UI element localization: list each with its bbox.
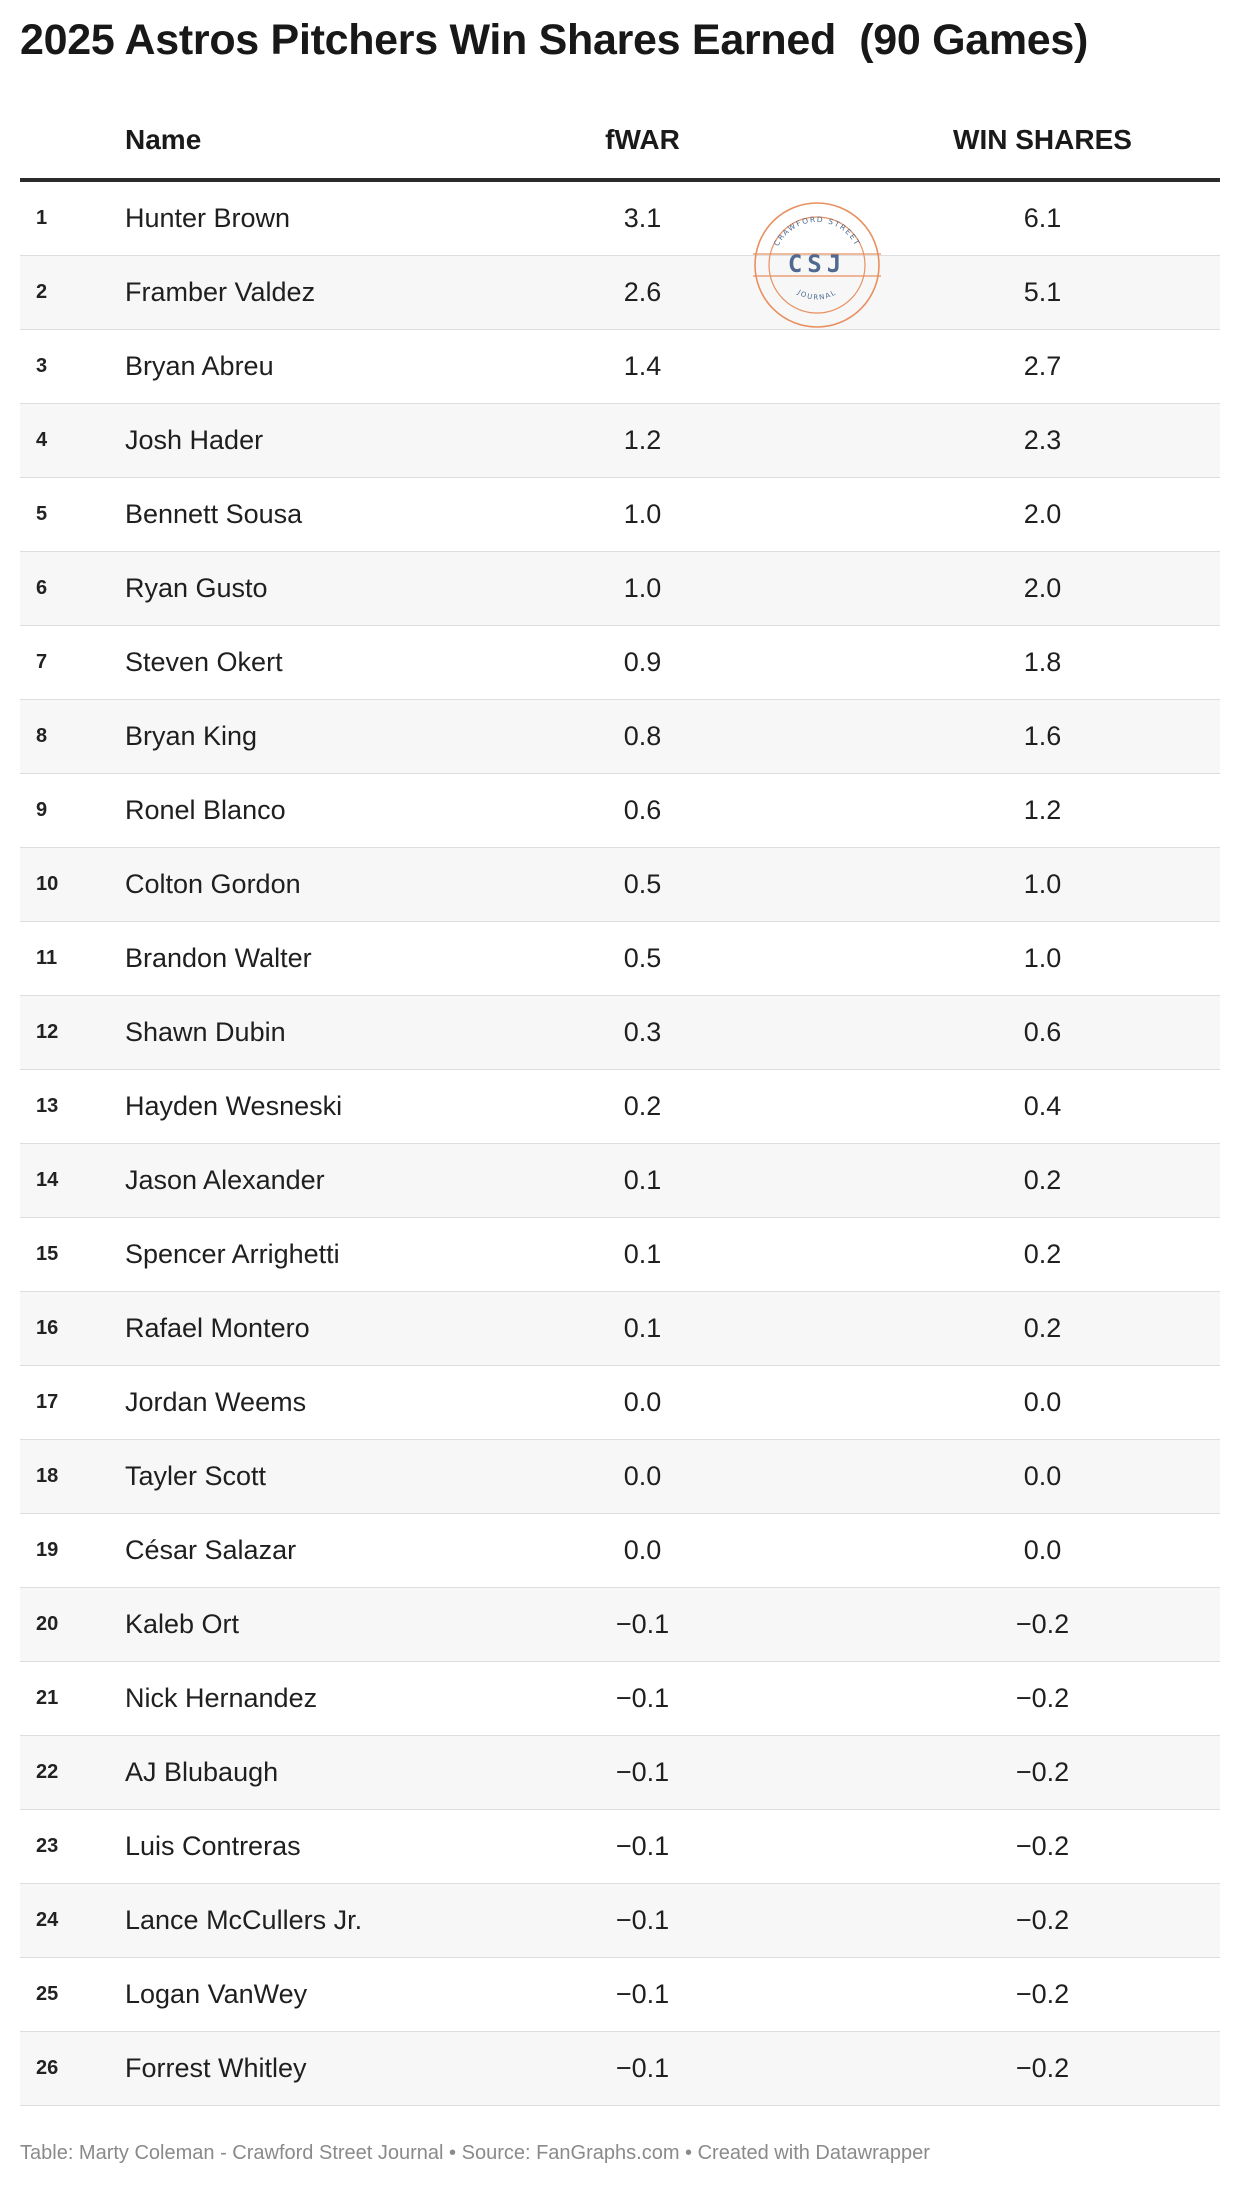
row-name: Lance McCullers Jr.: [125, 1905, 363, 1935]
table-row: [20, 2032, 1220, 2106]
table-row: [20, 1810, 1220, 1884]
row-rank: 1: [36, 207, 48, 229]
header-name[interactable]: Name: [125, 124, 202, 155]
row-fwar: −0.1: [615, 1831, 670, 1861]
row-name: Spencer Arrighetti: [125, 1239, 340, 1269]
row-fwar: −0.1: [615, 1683, 670, 1713]
row-name: Luis Contreras: [125, 1831, 301, 1861]
row-fwar: 3.1: [623, 203, 662, 233]
row-rank: 21: [36, 1687, 59, 1709]
row-win-shares: 1.8: [1023, 647, 1062, 677]
row-win-shares: 2.0: [1023, 573, 1062, 603]
row-name: Josh Hader: [125, 425, 264, 455]
row-win-shares: 2.3: [1023, 425, 1062, 455]
footer-credit: Table: Marty Coleman - Crawford Street Journal • Source: FanGraphs.com • Created with Datawrapper: [20, 2142, 930, 2164]
row-win-shares: 2.7: [1023, 351, 1062, 381]
svg-text:JOURNAL: [795, 288, 838, 302]
row-win-shares: 1.0: [1023, 869, 1062, 899]
win-shares-table: [20, 110, 1220, 2106]
table-row: [20, 1440, 1220, 1514]
row-win-shares: −0.2: [1015, 1831, 1070, 1861]
table-row: [20, 182, 1220, 256]
row-win-shares: 5.1: [1023, 277, 1062, 307]
row-fwar: 1.0: [623, 499, 662, 529]
table-row: [20, 626, 1220, 700]
table-row: [20, 848, 1220, 922]
row-fwar: 1.2: [623, 425, 662, 455]
row-rank: 18: [36, 1465, 59, 1487]
row-win-shares: 0.0: [1023, 1535, 1062, 1565]
row-fwar: 0.6: [623, 795, 662, 825]
row-name: César Salazar: [125, 1535, 297, 1565]
row-win-shares: 2.0: [1023, 499, 1062, 529]
table-body: [20, 182, 1220, 2106]
row-rank: 22: [36, 1761, 59, 1783]
row-fwar: 0.1: [623, 1239, 662, 1269]
header-win-shares[interactable]: WIN SHARES: [953, 124, 1132, 155]
row-name: Steven Okert: [125, 647, 283, 677]
row-fwar: 0.1: [623, 1165, 662, 1195]
chart-title: 2025 Astros Pitchers Win Shares Earned (90 Games): [20, 16, 1089, 64]
table-row: [20, 1292, 1220, 1366]
row-win-shares: −0.2: [1015, 1609, 1070, 1639]
row-win-shares: −0.2: [1015, 1979, 1070, 2009]
row-name: Hunter Brown: [125, 203, 291, 233]
row-fwar: −0.1: [615, 1979, 670, 2009]
row-fwar: 0.1: [623, 1313, 662, 1343]
row-win-shares: −0.2: [1015, 2053, 1070, 2083]
table-row: [20, 1070, 1220, 1144]
table-row: [20, 1588, 1220, 1662]
table-row: [20, 1514, 1220, 1588]
row-win-shares: −0.2: [1015, 1757, 1070, 1787]
row-rank: 20: [36, 1613, 59, 1635]
row-win-shares: 0.0: [1023, 1387, 1062, 1417]
row-rank: 2: [36, 281, 48, 303]
row-rank: 3: [36, 355, 48, 377]
row-rank: 7: [36, 651, 48, 673]
table-row: [20, 700, 1220, 774]
row-rank: 6: [36, 577, 48, 599]
row-name: AJ Blubaugh: [125, 1757, 279, 1787]
row-name: Rafael Montero: [125, 1313, 310, 1343]
row-win-shares: 1.6: [1023, 721, 1062, 751]
row-win-shares: 0.0: [1023, 1461, 1062, 1491]
row-fwar: −0.1: [615, 1905, 670, 1935]
table-row: [20, 330, 1220, 404]
row-win-shares: −0.2: [1015, 1683, 1070, 1713]
row-win-shares: 1.2: [1023, 795, 1062, 825]
row-rank: 4: [36, 429, 48, 451]
table-row: [20, 1736, 1220, 1810]
row-win-shares: 0.2: [1023, 1239, 1062, 1269]
row-name: Ryan Gusto: [125, 573, 268, 603]
row-fwar: 0.3: [623, 1017, 662, 1047]
row-name: Hayden Wesneski: [125, 1091, 343, 1121]
table-row: [20, 1884, 1220, 1958]
row-rank: 14: [36, 1169, 59, 1191]
row-win-shares: 1.0: [1023, 943, 1062, 973]
row-rank: 9: [36, 799, 48, 821]
svg-text:CRAWFORD STREET: [772, 215, 862, 248]
row-fwar: −0.1: [615, 2053, 670, 2083]
row-win-shares: 0.2: [1023, 1313, 1062, 1343]
table-row: [20, 552, 1220, 626]
table-row: [20, 404, 1220, 478]
row-rank: 24: [36, 1909, 59, 1931]
table-row: [20, 1218, 1220, 1292]
row-fwar: 0.5: [623, 943, 662, 973]
row-name: Forrest Whitley: [125, 2053, 307, 2083]
row-fwar: 0.2: [623, 1091, 662, 1121]
row-name: Bryan King: [125, 721, 258, 751]
row-rank: 15: [36, 1243, 59, 1265]
row-fwar: 0.5: [623, 869, 662, 899]
row-rank: 13: [36, 1095, 59, 1117]
row-rank: 19: [36, 1539, 59, 1561]
table-row: [20, 256, 1220, 330]
table-row: [20, 996, 1220, 1070]
row-name: Kaleb Ort: [125, 1609, 240, 1639]
row-name: Jordan Weems: [125, 1387, 307, 1417]
table-row: [20, 922, 1220, 996]
row-name: Brandon Walter: [125, 943, 312, 973]
logo-bottom-text: JOURNAL: [796, 288, 838, 302]
row-name: Bryan Abreu: [125, 351, 274, 381]
row-rank: 17: [36, 1391, 59, 1413]
row-fwar: 1.0: [623, 573, 662, 603]
row-rank: 16: [36, 1317, 59, 1339]
row-rank: 5: [36, 503, 48, 525]
table-row: [20, 478, 1220, 552]
row-win-shares: 0.6: [1023, 1017, 1062, 1047]
row-name: Nick Hernandez: [125, 1683, 318, 1713]
row-name: Shawn Dubin: [125, 1017, 286, 1047]
row-win-shares: 6.1: [1023, 203, 1062, 233]
row-fwar: 0.0: [623, 1535, 662, 1565]
table-header: [20, 110, 1220, 182]
row-name: Ronel Blanco: [125, 795, 286, 825]
logo-main-text: CSJ: [787, 250, 847, 278]
row-rank: 11: [36, 947, 58, 969]
row-fwar: 0.0: [623, 1461, 662, 1491]
table-row: [20, 774, 1220, 848]
csj-logo-icon: [752, 200, 882, 330]
row-rank: 26: [36, 2057, 59, 2079]
row-name: Tayler Scott: [125, 1461, 267, 1491]
header-fwar[interactable]: fWAR: [605, 124, 680, 155]
row-rank: 12: [36, 1021, 59, 1043]
row-fwar: 0.8: [623, 721, 662, 751]
row-win-shares: 0.2: [1023, 1165, 1062, 1195]
row-fwar: 0.9: [623, 647, 662, 677]
row-fwar: 1.4: [623, 351, 662, 381]
row-fwar: −0.1: [615, 1609, 670, 1639]
row-win-shares: −0.2: [1015, 1905, 1070, 1935]
table-row: [20, 1662, 1220, 1736]
row-name: Framber Valdez: [125, 277, 316, 307]
row-rank: 8: [36, 725, 48, 747]
row-rank: 25: [36, 1983, 59, 2005]
logo-top-text: CRAWFORD STREET: [771, 214, 863, 248]
table-row: [20, 1366, 1220, 1440]
row-fwar: 0.0: [623, 1387, 662, 1417]
table-row: [20, 1958, 1220, 2032]
row-rank: 10: [36, 873, 59, 895]
row-name: Bennett Sousa: [125, 499, 303, 529]
row-win-shares: 0.4: [1023, 1091, 1062, 1121]
row-fwar: 2.6: [623, 277, 662, 307]
row-name: Logan VanWey: [125, 1979, 308, 2009]
row-name: Colton Gordon: [125, 869, 301, 899]
row-fwar: −0.1: [615, 1757, 670, 1787]
row-rank: 23: [36, 1835, 59, 1857]
row-name: Jason Alexander: [125, 1165, 325, 1195]
table-row: [20, 1144, 1220, 1218]
